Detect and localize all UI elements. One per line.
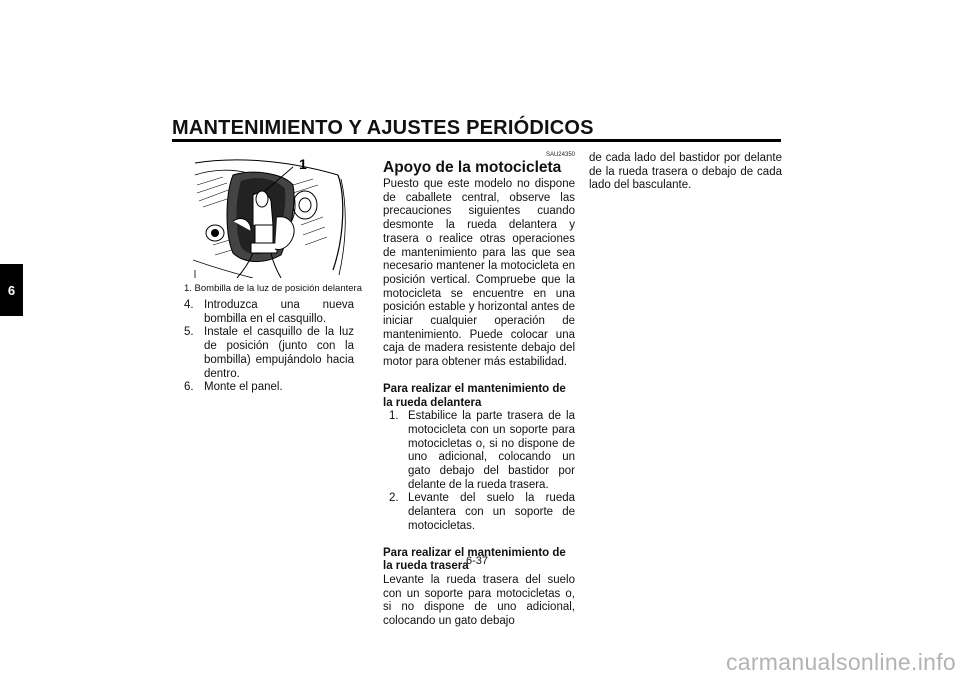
step-text: Monte el panel. — [204, 381, 283, 394]
callout-1: 1 — [299, 156, 307, 172]
rear-wheel-heading: Para realizar el mantenimiento de la rueda trasera — [383, 546, 566, 573]
front-wheel-heading: Para realizar el mantenimiento de la rueda delantera — [383, 382, 566, 409]
step-number: 2. — [389, 492, 399, 505]
list-item — [184, 299, 354, 326]
front-wheel-steps — [389, 410, 575, 533]
step-number: 5. — [184, 326, 194, 339]
step-text: Introduzca una nueva bombilla en el casquillo. — [204, 299, 354, 325]
headlight-bulb-illustration — [193, 155, 348, 278]
list-item — [389, 410, 575, 492]
section-title: Apoyo de la motocicleta — [383, 159, 562, 176]
rear-wheel-text-continued: de cada lado del bastidor por delante de la rueda trasera o debajo de cada lado del basculante. — [589, 152, 782, 192]
step-text: Levante del suelo la rueda delantera con un soporte de motocicletas. — [408, 492, 575, 532]
page-title: MANTENIMIENTO Y AJUSTES PERIÓDICOS — [172, 117, 594, 139]
step-text: Estabilice la parte trasera de la motocicleta con un soporte para motocicletas o, si no dispone de uno adicional, colocando un gato debajo del bastidor por delante de la rueda trasera. — [408, 410, 575, 491]
illustration-svg — [193, 155, 348, 278]
section-intro: Puesto que este modelo no dispone de caballete central, observe las precauciones siguientes cuando desmonte la rueda delantera y trasera o realice otras operaciones de mantenimiento para las que sea necesario mantener la motocicleta en posición vertical. Compruebe que la motocicleta se encuentre en una posición estable y horizontal antes de iniciar cualquier operación de mantenimiento. Puede colocar una caja de madera resistente debajo del motor para obtener más estabilidad. — [383, 178, 575, 369]
section-code: SAU24350 — [545, 152, 575, 158]
list-item — [184, 381, 354, 395]
page-number: 6-37 — [466, 555, 489, 567]
step-number: 4. — [184, 299, 194, 311]
chapter-tab-label: 6 — [7, 282, 16, 298]
rear-wheel-text: Levante la rueda trasera del suelo con un soporte para motocicletas o, si no dispone de uno adicional, colocando un gato debajo — [383, 573, 575, 628]
header-rule — [172, 139, 781, 142]
bulb-steps — [184, 299, 354, 395]
figure-caption: 1. Bombilla de la luz de posición delantera — [184, 283, 362, 294]
step-number: 6. — [184, 381, 194, 394]
step-number: 1. — [389, 410, 399, 423]
chapter-tab — [0, 264, 23, 316]
step-text: Instale el casquillo de la luz de posición (junto con la bombilla) empujándolo hacia dentro. — [204, 326, 354, 380]
watermark: carmanualsonline.info — [725, 649, 956, 675]
list-item — [184, 326, 354, 381]
list-item — [389, 492, 575, 533]
